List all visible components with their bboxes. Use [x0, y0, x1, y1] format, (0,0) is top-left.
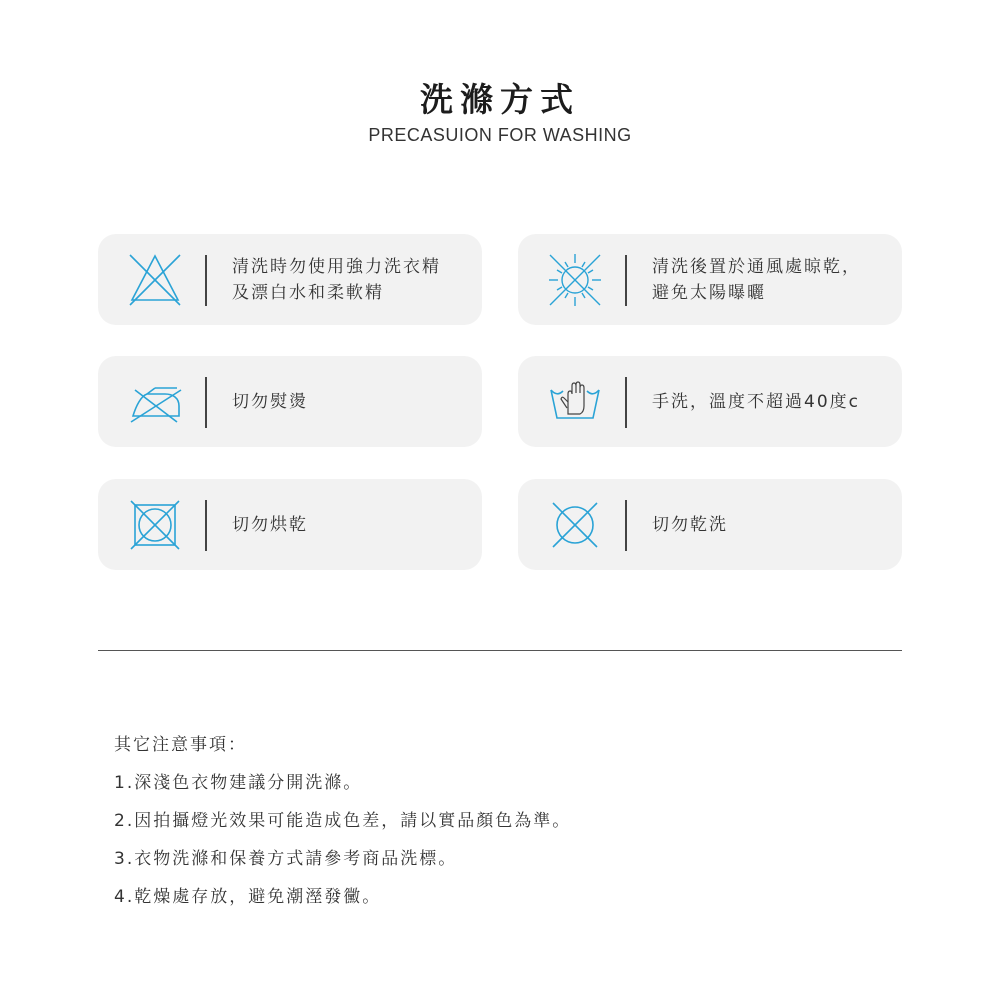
note-item: 3.衣物洗滌和保養方式請參考商品洗標。 [114, 849, 458, 869]
no-dry-clean-icon [545, 495, 605, 555]
care-card-text [652, 356, 892, 447]
care-text-line2: 及漂白水和柔軟精 [232, 282, 384, 303]
care-card-text [652, 234, 892, 325]
notes-heading: 其它注意事項： [114, 735, 247, 755]
care-text-line1: 手洗，溫度不超過40度c [652, 391, 860, 412]
card-divider [205, 500, 207, 551]
care-card-text [232, 356, 472, 447]
card-divider [625, 255, 627, 306]
page-title: 洗滌方式 [420, 80, 580, 119]
card-divider [205, 377, 207, 428]
hand-wash-icon [545, 372, 605, 432]
care-card-no-bleach [98, 234, 482, 325]
care-text-line1: 清洗後置於通風處晾乾， [652, 256, 861, 277]
care-text-line2: 避免太陽曝曬 [652, 282, 766, 303]
care-card-text [232, 479, 472, 570]
page-subtitle: PRECASUION FOR WASHING [368, 125, 632, 145]
card-divider [625, 500, 627, 551]
care-card-no-dry-clean [518, 479, 902, 570]
care-card-no-iron [98, 356, 482, 447]
care-text-line1: 清洗時勿使用強力洗衣精 [232, 256, 441, 277]
care-card-no-tumble-dry [98, 479, 482, 570]
note-item: 4.乾燥處存放，避免潮溼發黴。 [114, 887, 382, 907]
no-iron-icon [125, 372, 185, 432]
no-sun-dry-icon [545, 250, 605, 310]
no-tumble-dry-icon [125, 495, 185, 555]
note-item: 2.因拍攝燈光效果可能造成色差，請以實品顏色為準。 [114, 811, 572, 831]
care-card-no-sun-dry [518, 234, 902, 325]
care-card-text [652, 479, 892, 570]
care-card-text [232, 234, 472, 325]
card-divider [625, 377, 627, 428]
care-text-line1: 切勿乾洗 [652, 514, 728, 535]
no-bleach-icon [125, 250, 185, 310]
care-card-hand-wash [518, 356, 902, 447]
card-divider [205, 255, 207, 306]
notes-section [114, 730, 914, 920]
care-text-line1: 切勿烘乾 [232, 514, 308, 535]
care-text-line1: 切勿熨燙 [232, 391, 308, 412]
note-item: 1.深淺色衣物建議分開洗滌。 [114, 773, 363, 793]
section-divider [98, 650, 902, 651]
